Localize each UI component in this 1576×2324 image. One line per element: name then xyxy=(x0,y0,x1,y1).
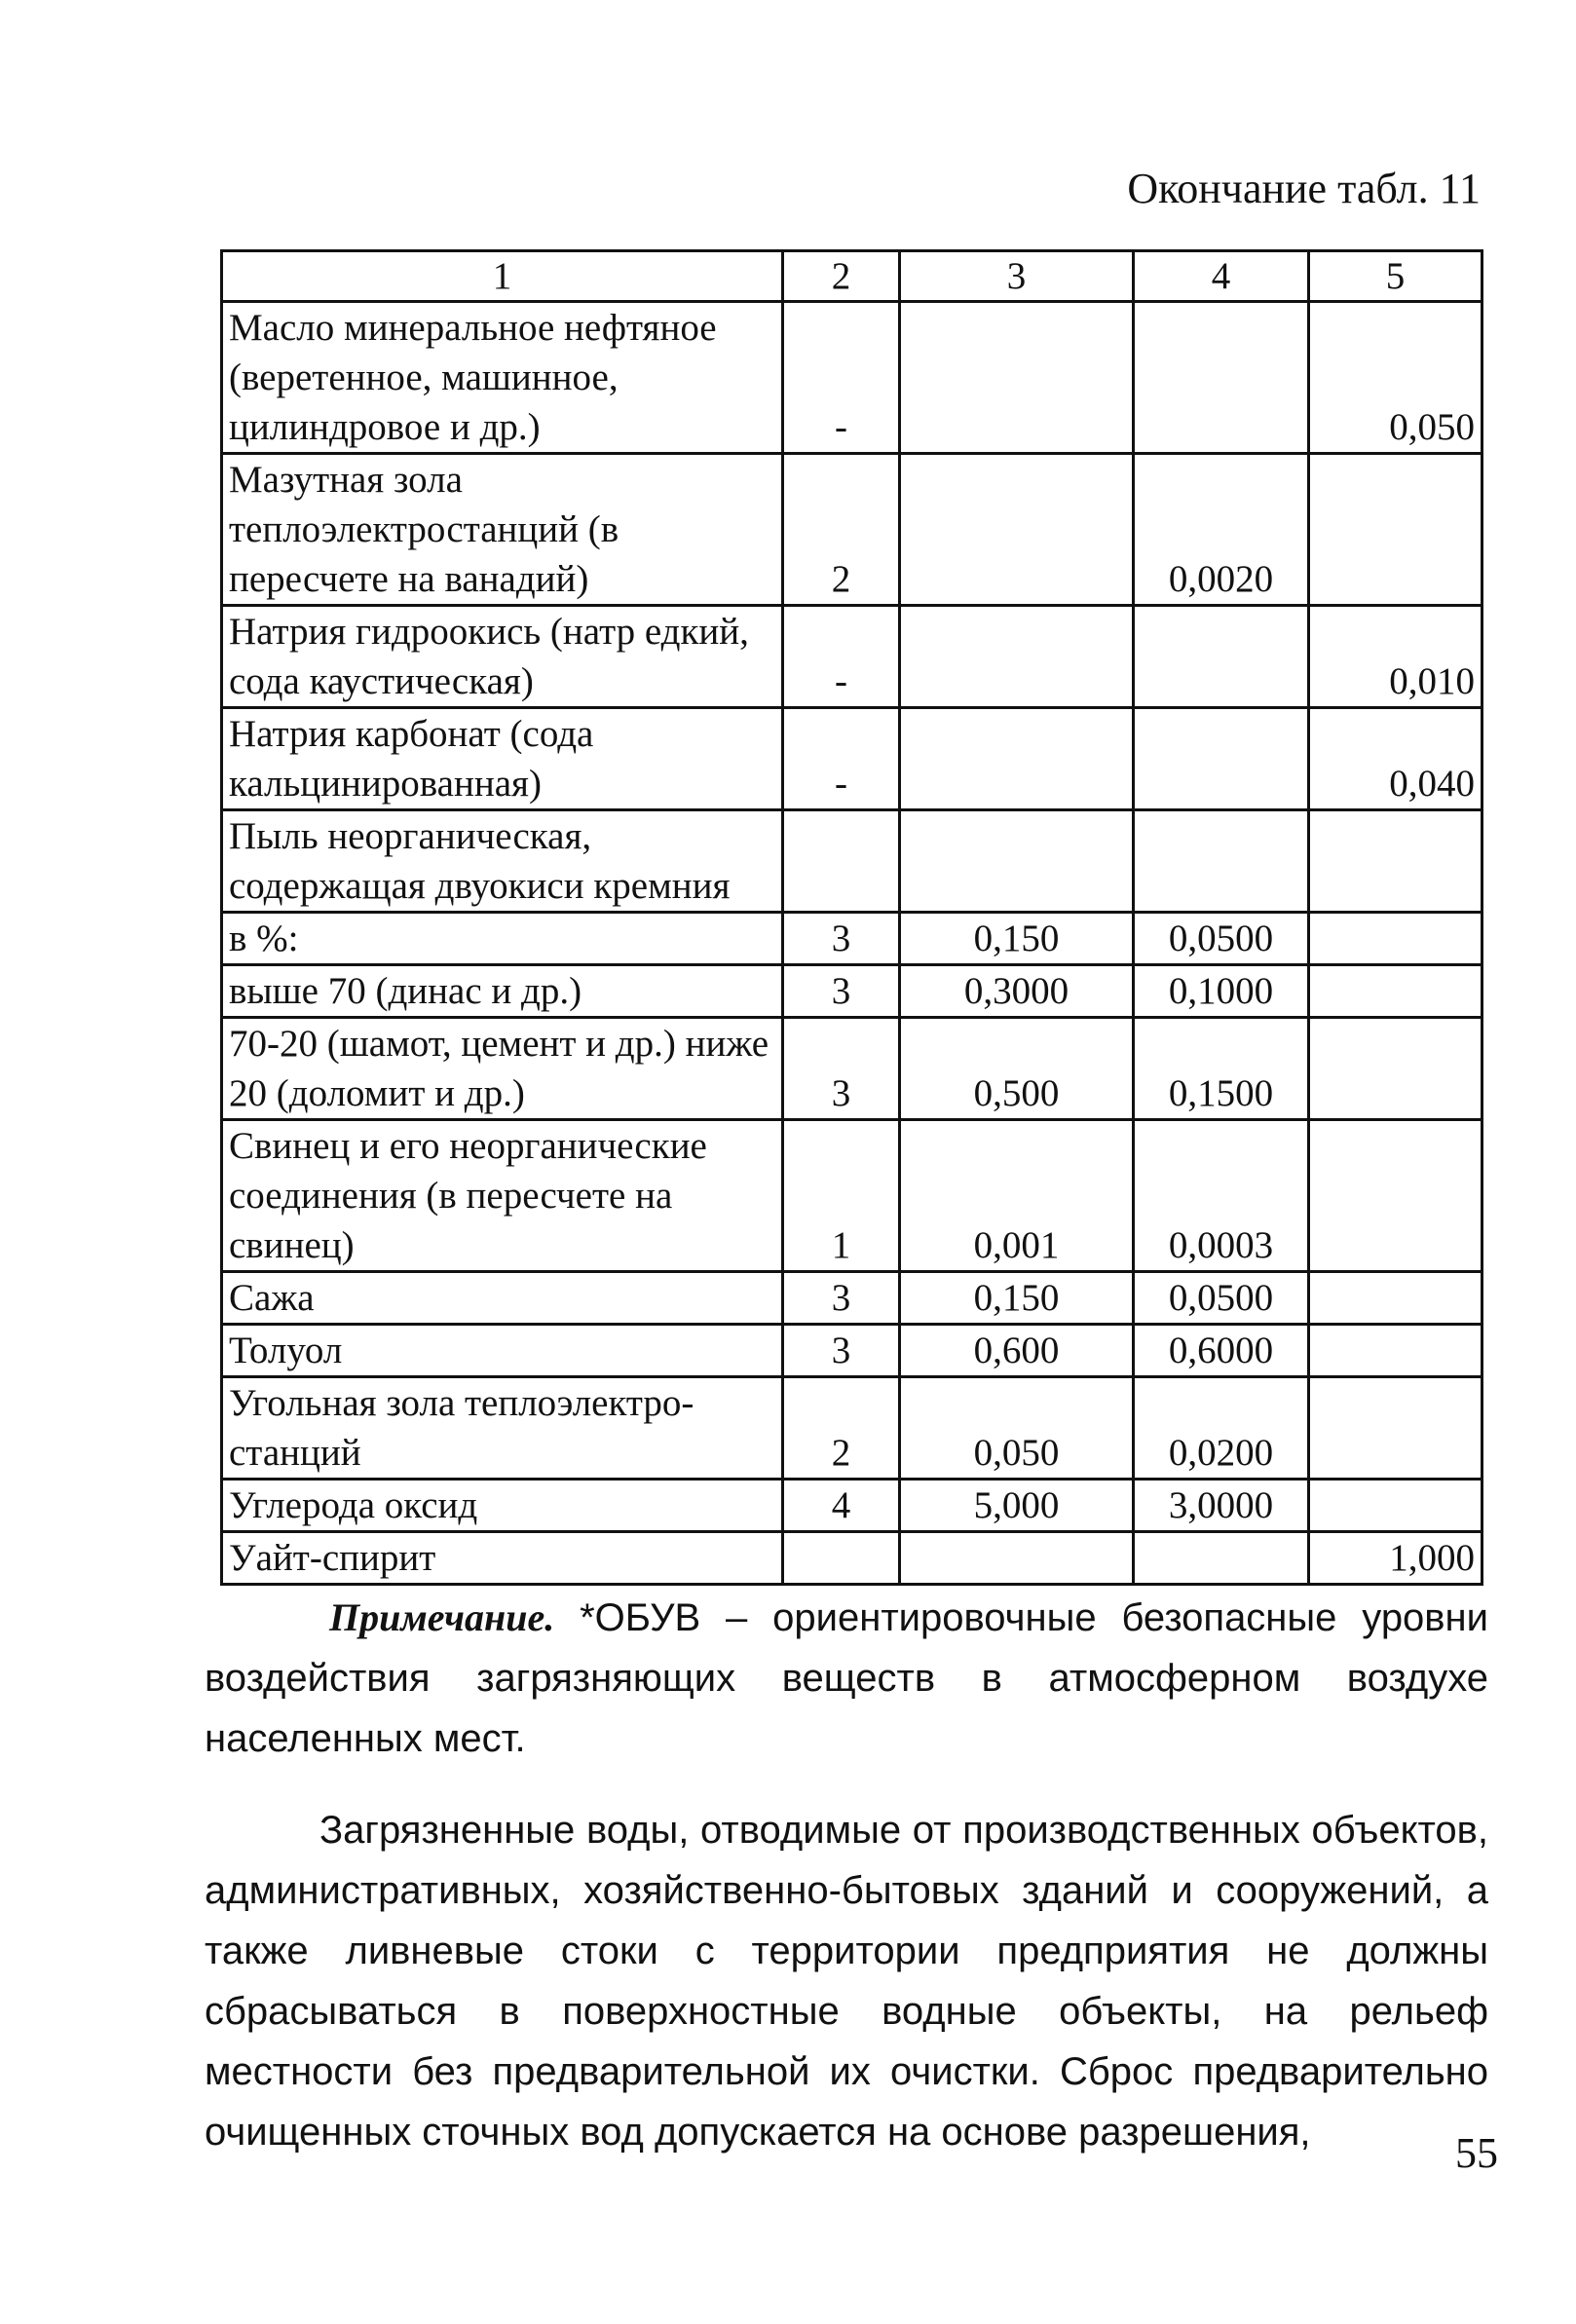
row-obuv-cell xyxy=(1309,913,1482,965)
row-name-cell: Натрия гидроокись (натр едкий, сода каустическая) xyxy=(222,606,783,708)
table-row xyxy=(222,810,1482,913)
row-obuv-cell: 0,010 xyxy=(1309,606,1482,708)
row-obuv-cell xyxy=(1309,1480,1482,1532)
table-row xyxy=(222,1018,1482,1120)
row-daily-avg-cell xyxy=(1134,708,1309,810)
row-max-single-cell: 0,001 xyxy=(900,1120,1134,1272)
row-daily-avg-cell xyxy=(1134,302,1309,454)
row-obuv-cell xyxy=(1309,1377,1482,1480)
row-daily-avg-cell xyxy=(1134,606,1309,708)
table-header-row xyxy=(222,251,1482,302)
row-obuv-cell xyxy=(1309,1018,1482,1120)
row-class-cell: 3 xyxy=(783,1272,900,1325)
row-name-cell: Сажа xyxy=(222,1272,783,1325)
table-row xyxy=(222,454,1482,606)
row-name-cell: 70-20 (шамот, цемент и др.) ниже 20 (доломит и др.) xyxy=(222,1018,783,1120)
row-class-cell: 1 xyxy=(783,1120,900,1272)
row-name-cell: Мазутная зола теплоэлектростанций (в пересчете на ванадий) xyxy=(222,454,783,606)
row-class-cell: 2 xyxy=(783,1377,900,1480)
row-max-single-cell: 0,600 xyxy=(900,1325,1134,1377)
header-cell: 2 xyxy=(783,251,900,302)
row-daily-avg-cell: 0,1000 xyxy=(1134,965,1309,1018)
row-name-cell: выше 70 (динас и др.) xyxy=(222,965,783,1018)
row-name-cell: Углерода оксид xyxy=(222,1480,783,1532)
row-obuv-cell xyxy=(1309,810,1482,913)
table-row xyxy=(222,1532,1482,1585)
note-paragraph xyxy=(205,1588,1488,1769)
row-class-cell: 3 xyxy=(783,913,900,965)
row-name-cell: Пыль неорганическая, содержащая двуокиси кремния xyxy=(222,810,783,913)
row-max-single-cell: 0,3000 xyxy=(900,965,1134,1018)
header-cell: 1 xyxy=(222,251,783,302)
row-max-single-cell xyxy=(900,708,1134,810)
row-obuv-cell xyxy=(1309,454,1482,606)
row-name-cell: Угольная зола теплоэлектро- станций xyxy=(222,1377,783,1480)
row-class-cell: - xyxy=(783,302,900,454)
row-max-single-cell: 0,150 xyxy=(900,1272,1134,1325)
row-name-cell: Уайт-спирит xyxy=(222,1532,783,1585)
row-daily-avg-cell: 0,0020 xyxy=(1134,454,1309,606)
data-table xyxy=(220,249,1483,1586)
row-obuv-cell xyxy=(1309,965,1482,1018)
row-class-cell: 3 xyxy=(783,1325,900,1377)
table-row xyxy=(222,302,1482,454)
table-row xyxy=(222,1272,1482,1325)
row-max-single-cell: 5,000 xyxy=(900,1480,1134,1532)
row-daily-avg-cell: 0,0003 xyxy=(1134,1120,1309,1272)
row-max-single-cell xyxy=(900,606,1134,708)
row-class-cell: - xyxy=(783,708,900,810)
row-name-cell: в %: xyxy=(222,913,783,965)
row-class-cell: 3 xyxy=(783,965,900,1018)
table-row xyxy=(222,965,1482,1018)
table-row xyxy=(222,708,1482,810)
row-class-cell: 4 xyxy=(783,1480,900,1532)
row-daily-avg-cell: 0,1500 xyxy=(1134,1018,1309,1120)
row-daily-avg-cell xyxy=(1134,1532,1309,1585)
row-name-cell: Свинец и его неорганические соединения (в пересчете на свинец) xyxy=(222,1120,783,1272)
row-class-cell: 3 xyxy=(783,1018,900,1120)
row-max-single-cell: 0,500 xyxy=(900,1018,1134,1120)
header-cell: 5 xyxy=(1309,251,1482,302)
table-row xyxy=(222,1325,1482,1377)
row-name-cell: Толуол xyxy=(222,1325,783,1377)
row-obuv-cell xyxy=(1309,1120,1482,1272)
page-number: 55 xyxy=(1455,2129,1498,2177)
row-obuv-cell: 1,000 xyxy=(1309,1532,1482,1585)
table-body xyxy=(222,302,1482,1585)
row-obuv-cell: 0,040 xyxy=(1309,708,1482,810)
row-max-single-cell xyxy=(900,302,1134,454)
row-daily-avg-cell: 0,0200 xyxy=(1134,1377,1309,1480)
row-daily-avg-cell: 0,0500 xyxy=(1134,1272,1309,1325)
table-row xyxy=(222,913,1482,965)
row-max-single-cell: 0,150 xyxy=(900,913,1134,965)
row-name-cell: Натрия карбонат (сода кальцинированная) xyxy=(222,708,783,810)
row-obuv-cell xyxy=(1309,1272,1482,1325)
row-max-single-cell xyxy=(900,1532,1134,1585)
row-class-cell: - xyxy=(783,606,900,708)
row-daily-avg-cell: 3,0000 xyxy=(1134,1480,1309,1532)
note-text: *ОБУВ – ориентировочные безопасные уровни воздействия загрязняющих веществ в атмосферном воздухе населенных мест. xyxy=(205,1596,1488,1760)
row-daily-avg-cell xyxy=(1134,810,1309,913)
header-cell: 4 xyxy=(1134,251,1309,302)
row-class-cell xyxy=(783,810,900,913)
table-row xyxy=(222,1480,1482,1532)
row-class-cell: 2 xyxy=(783,454,900,606)
row-name-cell: Масло минеральное нефтяное (веретенное, машинное, цилиндровое и др.) xyxy=(222,302,783,454)
row-daily-avg-cell: 0,0500 xyxy=(1134,913,1309,965)
note-label: Примечание. xyxy=(329,1595,555,1639)
table-row xyxy=(222,606,1482,708)
row-obuv-cell: 0,050 xyxy=(1309,302,1482,454)
row-max-single-cell: 0,050 xyxy=(900,1377,1134,1480)
row-max-single-cell xyxy=(900,810,1134,913)
table-row xyxy=(222,1120,1482,1272)
row-obuv-cell xyxy=(1309,1325,1482,1377)
row-max-single-cell xyxy=(900,454,1134,606)
table-row xyxy=(222,1377,1482,1480)
row-class-cell xyxy=(783,1532,900,1585)
table-caption: Окончание табл. 11 xyxy=(1127,165,1481,212)
row-daily-avg-cell: 0,6000 xyxy=(1134,1325,1309,1377)
body-paragraph: Загрязненные воды, отводимые от производственных объектов, административных, хозяйственно-бытовых зданий и сооружений, а также ливневые стоки с территории предприятия не должны сбрасываться в поверхностные водные объекты, на рельеф местности без предварительной их очистки. Сброс предварительно очищенных сточных вод допускается на основе разрешения, xyxy=(205,1809,1488,2154)
header-cell: 3 xyxy=(900,251,1134,302)
